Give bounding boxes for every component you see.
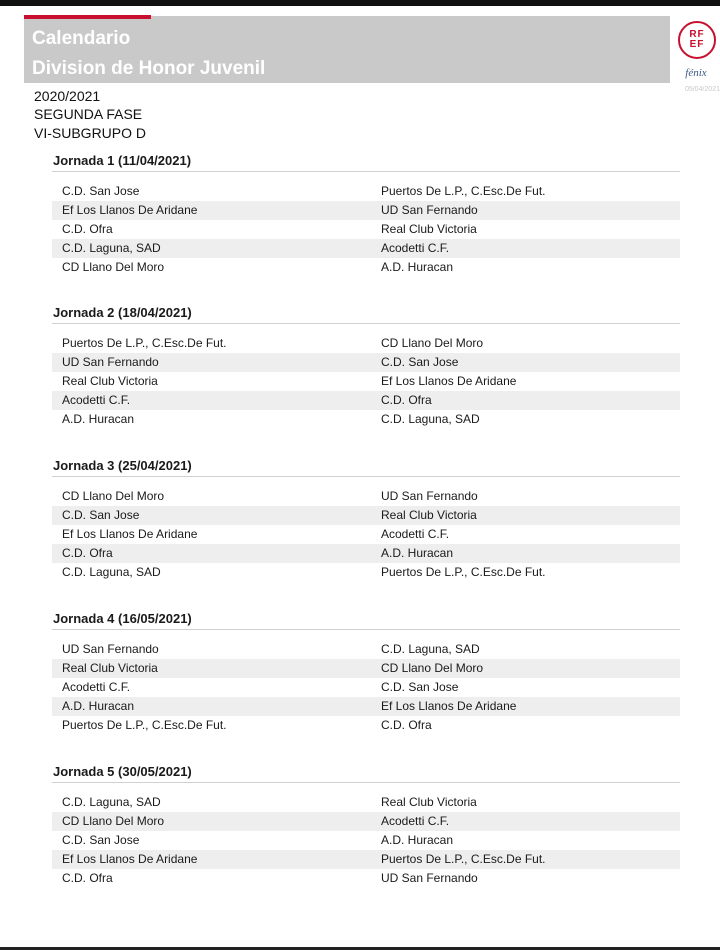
away-team: Puertos De L.P., C.Esc.De Fut. [381, 184, 546, 198]
match-row [52, 850, 680, 869]
match-row [52, 220, 680, 239]
round-block [52, 609, 680, 735]
match-row [52, 812, 680, 831]
away-team: C.D. San Jose [381, 355, 459, 369]
away-team: Puertos De L.P., C.Esc.De Fut. [381, 565, 546, 579]
home-team: CD Llano Del Moro [62, 260, 165, 274]
match-row [52, 334, 680, 353]
home-team: C.D. Laguna, SAD [62, 795, 161, 809]
away-team: Acodetti C.F. [381, 241, 450, 255]
match-list [52, 487, 680, 582]
match-row [52, 410, 680, 429]
print-date: 05/04/2021 [684, 86, 720, 93]
match-row [52, 678, 680, 697]
match-row [52, 563, 680, 582]
match-list [52, 640, 680, 735]
away-team: Puertos De L.P., C.Esc.De Fut. [381, 852, 546, 866]
away-team: A.D. Huracan [381, 546, 454, 560]
away-team: CD Llano Del Moro [381, 661, 484, 675]
match-row [52, 640, 680, 659]
away-team: C.D. Ofra [381, 718, 432, 732]
away-team: Ef Los Llanos De Aridane [381, 699, 517, 713]
away-team: C.D. Ofra [381, 393, 432, 407]
home-team: C.D. Ofra [62, 222, 113, 236]
match-row [52, 239, 680, 258]
home-team: C.D. San Jose [62, 184, 140, 198]
match-row [52, 659, 680, 678]
home-team: C.D. Laguna, SAD [62, 241, 161, 255]
home-team: C.D. Laguna, SAD [62, 565, 161, 579]
match-row [52, 201, 680, 220]
match-row [52, 506, 680, 525]
phase-label: SEGUNDA FASE [34, 106, 143, 122]
home-team: UD San Fernando [62, 355, 159, 369]
away-team: C.D. Laguna, SAD [381, 412, 480, 426]
round-title: Jornada 4 (16/05/2021) [52, 609, 680, 630]
round-block [52, 151, 680, 277]
home-team: Puertos De L.P., C.Esc.De Fut. [62, 718, 227, 732]
match-row [52, 525, 680, 544]
match-list [52, 334, 680, 429]
match-row [52, 869, 680, 888]
round-block [52, 303, 680, 429]
round-block [52, 762, 680, 888]
match-row [52, 716, 680, 735]
home-team: CD Llano Del Moro [62, 489, 165, 503]
home-team: Ef Los Llanos De Aridane [62, 852, 198, 866]
home-team: Real Club Victoria [62, 661, 158, 675]
home-team: C.D. San Jose [62, 833, 140, 847]
match-row [52, 353, 680, 372]
away-team: CD Llano Del Moro [381, 336, 484, 350]
home-team: Acodetti C.F. [62, 393, 131, 407]
round-title: Jornada 2 (18/04/2021) [52, 303, 680, 324]
home-team: C.D. Ofra [62, 871, 113, 885]
match-row [52, 258, 680, 277]
away-team: Acodetti C.F. [381, 527, 450, 541]
away-team: Real Club Victoria [381, 222, 477, 236]
away-team: Ef Los Llanos De Aridane [381, 374, 517, 388]
rfef-logo-icon [678, 21, 716, 59]
match-row [52, 182, 680, 201]
logo-text-bottom: EF [689, 39, 705, 50]
round-title: Jornada 3 (25/04/2021) [52, 456, 680, 477]
away-team: Acodetti C.F. [381, 814, 450, 828]
competition-title: Division de Honor Juvenil [32, 58, 266, 79]
logo-caption: fénix [685, 67, 707, 79]
match-list [52, 182, 680, 277]
season-label: 2020/2021 [34, 88, 101, 104]
home-team: Acodetti C.F. [62, 680, 131, 694]
home-team: A.D. Huracan [62, 699, 135, 713]
match-row [52, 831, 680, 850]
away-team: C.D. San Jose [381, 680, 459, 694]
group-label: VI-SUBGRUPO D [34, 125, 147, 141]
match-row [52, 697, 680, 716]
home-team: Real Club Victoria [62, 374, 158, 388]
away-team: C.D. Laguna, SAD [381, 642, 480, 656]
match-list [52, 793, 680, 888]
home-team: A.D. Huracan [62, 412, 135, 426]
top-border [0, 0, 720, 6]
header-accent-line [24, 15, 151, 19]
home-team: UD San Fernando [62, 642, 159, 656]
away-team: Real Club Victoria [381, 795, 477, 809]
round-block [52, 456, 680, 582]
home-team: CD Llano Del Moro [62, 814, 165, 828]
away-team: UD San Fernando [381, 489, 478, 503]
match-row [52, 391, 680, 410]
match-row [52, 544, 680, 563]
home-team: Ef Los Llanos De Aridane [62, 527, 198, 541]
logo-text-top: RF [689, 29, 705, 40]
away-team: UD San Fernando [381, 871, 478, 885]
round-title: Jornada 1 (11/04/2021) [52, 151, 680, 172]
away-team: UD San Fernando [381, 203, 478, 217]
match-row [52, 372, 680, 391]
match-row [52, 487, 680, 506]
home-team: C.D. San Jose [62, 508, 140, 522]
home-team: Ef Los Llanos De Aridane [62, 203, 198, 217]
match-row [52, 793, 680, 812]
away-team: Real Club Victoria [381, 508, 477, 522]
document-title: Calendario [32, 28, 131, 49]
away-team: A.D. Huracan [381, 833, 454, 847]
away-team: A.D. Huracan [381, 260, 454, 274]
home-team: Puertos De L.P., C.Esc.De Fut. [62, 336, 227, 350]
home-team: C.D. Ofra [62, 546, 113, 560]
round-title: Jornada 5 (30/05/2021) [52, 762, 680, 783]
